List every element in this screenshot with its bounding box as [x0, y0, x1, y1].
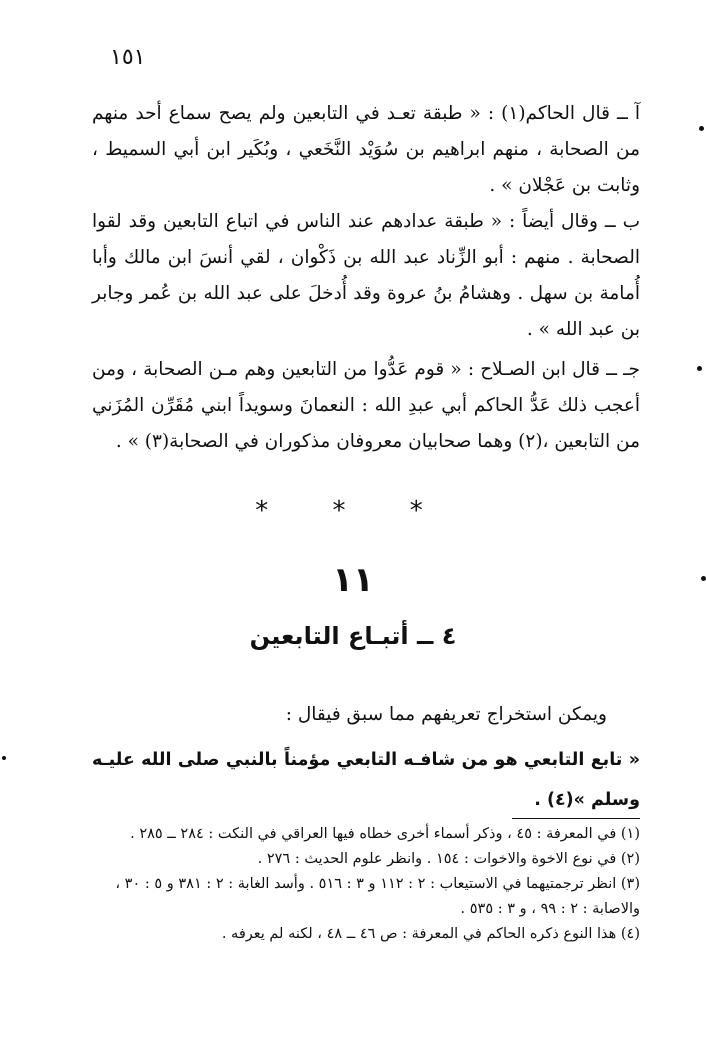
chapter-number: ١١	[332, 560, 374, 600]
definition-text: « تابع التابعي هو من شافـه التابعي مؤمناً بالنبي صلى الله عليـه وسلم »(٤) .	[92, 750, 640, 810]
margin-dot	[697, 366, 702, 371]
paragraph-text: ب ــ وقال أيضاً : « طبقة عدادهم عند الناس في اتباع التابعين وقد لقوا الصحابة . منهم : أبو الزِّناد عبد الله بن ذَكْوان ، لقي أنسَ ابن مالك وأبا أُمامة بن سهل . وهشامُ بنُ عروة وقد أُدخلَ على عبد الله بن عُمر وجابر بن عبد الله » .	[92, 211, 640, 340]
footnote-1: (١) في المعرفة : ٤٥ ، وذكر أسماء أخرى خطاه فيها العراقي في النكت : ٢٨٤ ــ ٢٨٥ .	[130, 826, 640, 842]
paragraph-hakim-second-quote	[92, 204, 640, 348]
section-separator: * * *	[255, 496, 451, 526]
footnote-2: (٢) في نوع الاخوة والاخوات : ١٥٤ . وانظر علوم الحديث : ٢٧٦ .	[257, 851, 640, 867]
margin-dot	[699, 126, 704, 131]
footnote-3: (٣) انظر ترجمتيهما في الاستيعاب : ٢ : ١١٢ و ٣ : ٥١٦ . وأسد الغابة : ٢ : ٣٨١ و ٥ : ٣٠ ، والاصابة : ٢ : ٩٩ ، و ٣ : ٥٣٥ .	[115, 876, 640, 917]
paragraph-ibn-salah-quote	[92, 352, 640, 460]
paragraph-text: آ ــ قال الحاكم(١) : « طبقة تعـد في التابعين ولم يصح سماع أحد منهم من الصحابة ، منهم ابراهيم بن سُوَيْد النَّخَعي ، وبُكَير ابن أبي السميط ، وثابت بن عَجْلان » .	[92, 103, 640, 196]
footnote-4: (٤) هذا النوع ذكره الحاكم في المعرفة : ص ٤٦ ــ ٤٨ ، لكنه لم يعرفه .	[221, 926, 640, 942]
margin-dot	[701, 576, 706, 581]
margin-dot	[2, 756, 6, 760]
paragraph-hakim-quote	[92, 96, 640, 204]
intro-line: ويمكن استخراج تعريفهم مما سبق فيقال :	[285, 704, 607, 725]
page-number: ١٥١	[110, 45, 146, 70]
footnote-divider	[512, 818, 640, 819]
paragraph-text: جـ ــ قال ابن الصـلاح : « قوم عَدُّوا من التابعين وهم مـن الصحابة ، ومن أعجب ذلك عَدُّ الحاكم أبي عبدِ الله : النعمانَ وسويداً ابني مُقَرِّن المُزَني من التابعين ،(٢) وهما صحابيان معروفان مذكوران في الصحابة(٣) » .	[92, 359, 640, 452]
section-title: ٤ ــ أتبـاع التابعين	[249, 622, 457, 650]
footnotes	[92, 822, 640, 947]
